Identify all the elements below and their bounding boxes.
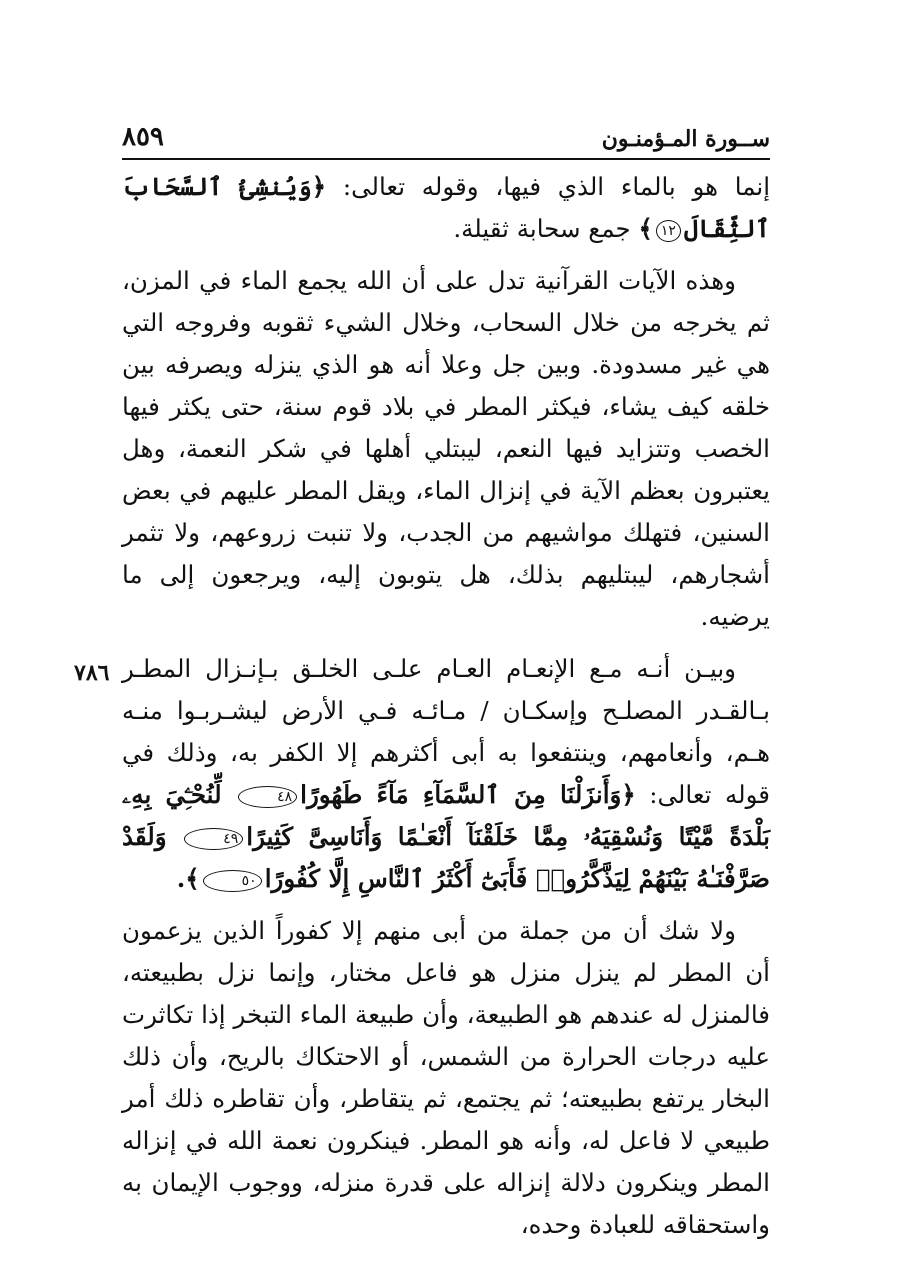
surah-title: ســورة المـؤمنـون	[601, 126, 770, 152]
page-header	[122, 112, 770, 160]
paragraph-1-text: إنما هو بالماء الذي فيها، وقوله تعالى:	[342, 172, 771, 201]
verse-number-badge: ٤٩	[184, 828, 243, 850]
margin-reference-number: ٧٨٦	[74, 660, 110, 686]
paragraph-3-text: وبيـن أنـه مـع الإنعـام العـام علـى الخلـق بـإنـزال المطـر بـالقـدر المصلـح وإسكـان / مـائـه فـي الأرض ليشـربـوا منـه هـم، وأنعامهم، وينتفعوا به أبى أكثرهم إلا الكفر به، وذلك في قوله تعالى:	[122, 654, 770, 809]
quran-verse: لِّنُحْـِۧيَ بِهِۦ بَلْدَةً مَّيْتًا وَنُسْقِيَهُۥ مِمَّا خَلَقْنَآ أَنْعَـٰمًا وَأَنَاسِىَّ كَثِيرًا	[122, 780, 770, 851]
quran-bracket-close: ﴾.	[176, 864, 200, 893]
paragraph-1	[122, 166, 770, 250]
page-number: ٨٥٩	[122, 122, 164, 152]
verse-number-badge: ١٢	[656, 220, 681, 242]
page-body	[122, 166, 770, 1256]
verse-number-badge: ٥٠	[203, 870, 262, 892]
paragraph-4: ولا شك أن من جملة من أبى منهم إلا كفوراً الذين يزعمون أن المطر لم ينزل منزل هو فاعل مختار، وإنما نزل بطبيعته، فالمنزل له عندهم هو الطبيعة، وأن طبيعة الماء التبخر إذا تكاثرت عليه درجات الحرارة من الشمس، أو الاحتكاك بالريح، وأن ذلك البخار يرتفع بطبيعته؛ ثم يجتمع، ثم يتقاطر، وأن تقاطره ذلك أمر طبيعي لا فاعل له، وأنه هو المطر. فينكرون نعمة الله في إنزاله المطر وينكرون دلالة إنزاله على قدرة منزله، ووجوب الإيمان به واستحقاقه للعبادة وحده،	[122, 916, 770, 1239]
quran-verse: ﴿وَيُنشِئُ ٱلسَّحَابَ ٱلثِّقَالَ	[122, 172, 770, 243]
paragraph-3	[122, 648, 770, 900]
verse-number-badge: ٤٨	[238, 786, 297, 808]
paragraph-2: وهذه الآيات القرآنية تدل على أن الله يجمع الماء في المزن، ثم يخرجه من خلال السحاب، وخلال الشيء ثقوبه وفروجه التي هي غير مسدودة. وبين جل وعلا أنه هو الذي ينزله ويصرفه بين خلقه كيف يشاء، فيكثر المطر في بلاد قوم سنة، حتى يكثر فيها الخصب وتتزايد فيها النعم، ليبتلي أهلها في شكر النعمة، وهل يعتبرون بعظم الآية في إنزال الماء، ويقل المطر عليهم في بعض السنين، فتهلك مواشيهم من الجدب، ولا تنبت زروعهم، ولا تثمر أشجارهم، ليبتليهم بذلك، هل يتوبون إليه، ويرجعون إلى ما يرضيه.	[122, 266, 770, 631]
quran-verse: وَلَقَدْ صَرَّفْنَـٰهُ بَيْنَهُمْ لِيَذَّكَّرُوا۟ فَأَبَىٰٓ أَكْثَرُ ٱلنَّاسِ إِلَّا كُفُورًا	[122, 822, 770, 893]
paragraph-1-continuation: جمع سحابة ثقيلة.	[453, 214, 631, 243]
quran-verse: ﴿وَأَنزَلْنَا مِنَ ٱلسَّمَآءِ مَآءً طَهُورًا	[300, 780, 636, 809]
quran-bracket-close: ﴾	[638, 214, 653, 243]
